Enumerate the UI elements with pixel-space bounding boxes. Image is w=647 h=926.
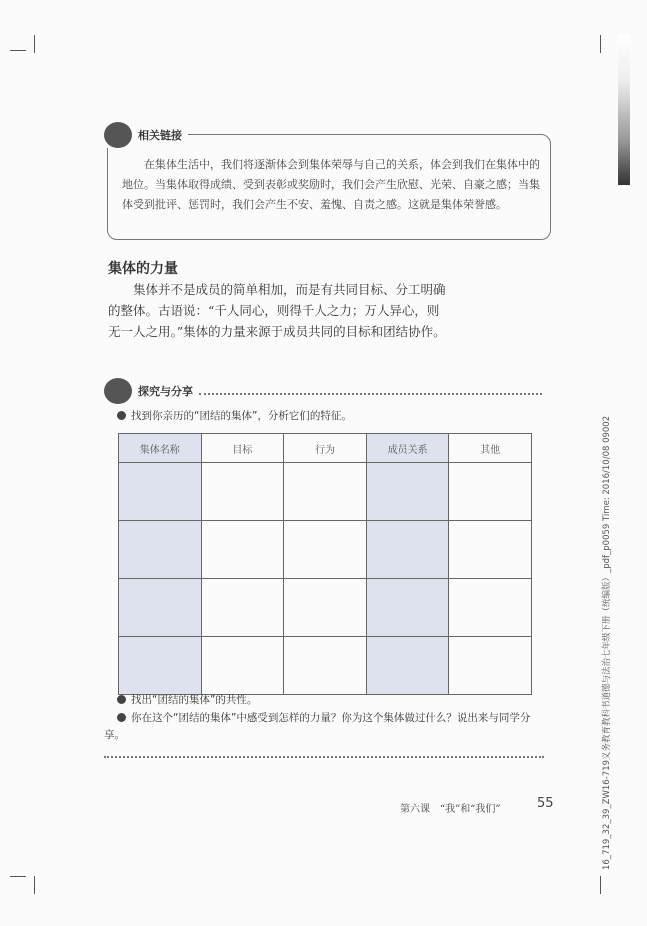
crop-mark: [34, 35, 35, 53]
cell[interactable]: [284, 521, 367, 579]
table-row: [119, 579, 532, 637]
bullet-icon: [117, 695, 126, 704]
cell[interactable]: [119, 637, 202, 695]
crop-mark: [10, 876, 26, 877]
crop-mark: [600, 35, 601, 53]
question-2: 找出“团结的集体”的共性。: [117, 692, 547, 709]
section-body: 集体并不是成员的简单相加，而是有共同目标、分工明确的整体。古语说：“千人同心，则得千人之力；万人异心，则无一人之用。”集体的力量来源于成员共同的目标和团结协作。: [108, 282, 446, 339]
bullet-icon: [117, 411, 126, 420]
cell[interactable]: [201, 637, 284, 695]
cell[interactable]: [201, 521, 284, 579]
header-relation: 成员关系: [366, 434, 449, 463]
cell[interactable]: [284, 463, 367, 521]
explore-badge-icon: [104, 378, 132, 404]
table-row: [119, 463, 532, 521]
dotted-divider: [199, 393, 542, 395]
related-link-title: 相关链接: [138, 129, 182, 142]
cell[interactable]: [119, 579, 202, 637]
bullet-icon: [117, 713, 126, 722]
explore-title: 探究与分享: [138, 385, 193, 398]
table-row: [119, 521, 532, 579]
cell[interactable]: [201, 463, 284, 521]
cell[interactable]: [366, 637, 449, 695]
page-number: 55: [537, 796, 554, 811]
table-row: [119, 637, 532, 695]
cell[interactable]: [366, 521, 449, 579]
question-3: 你在这个“团结的集体”中感受到怎样的力量？你为这个集体做过什么？说出来与同学分享。: [104, 712, 531, 741]
cell[interactable]: [284, 579, 367, 637]
cell[interactable]: [201, 579, 284, 637]
gray-scale-bar: [618, 35, 630, 185]
cell[interactable]: [366, 463, 449, 521]
cell[interactable]: [449, 579, 532, 637]
cell[interactable]: [119, 521, 202, 579]
cell[interactable]: [119, 463, 202, 521]
header-behavior: 行为: [284, 434, 367, 463]
question-1: 找到你亲历的“团结的集体”，分析它们的特征。: [117, 408, 547, 425]
cell[interactable]: [284, 637, 367, 695]
crop-mark: [34, 876, 35, 894]
header-other: 其他: [449, 434, 532, 463]
cell[interactable]: [366, 579, 449, 637]
link-badge-icon: [104, 122, 132, 148]
collective-table: [118, 433, 532, 695]
chapter-footer: 第六课 “我”和“我们”: [400, 804, 501, 815]
cell[interactable]: [449, 521, 532, 579]
dotted-divider: [104, 756, 544, 758]
cell[interactable]: [449, 637, 532, 695]
header-name: 集体名称: [119, 434, 202, 463]
header-goal: 目标: [201, 434, 284, 463]
section-title: 集体的力量: [108, 261, 178, 277]
crop-mark: [10, 50, 26, 51]
crop-mark: [600, 876, 601, 894]
cell[interactable]: [449, 463, 532, 521]
print-side-text: 16_719_32_39_ZW16-719义务教育教科书道德与法治七年级下册（统编版）_pdf_p0059 Time: 2016/10/08 09002: [602, 415, 612, 870]
related-link-text: 在集体生活中，我们将逐渐体会到集体荣辱与自己的关系，体会到我们在集体中的地位。当集体取得成绩、受到表彰或奖励时，我们会产生欣慰、光荣、自豪之感；当集体受到批评、惩罚时，我们会产生不安、羞愧、自责之感。这就是集体荣誉感。: [122, 158, 540, 211]
